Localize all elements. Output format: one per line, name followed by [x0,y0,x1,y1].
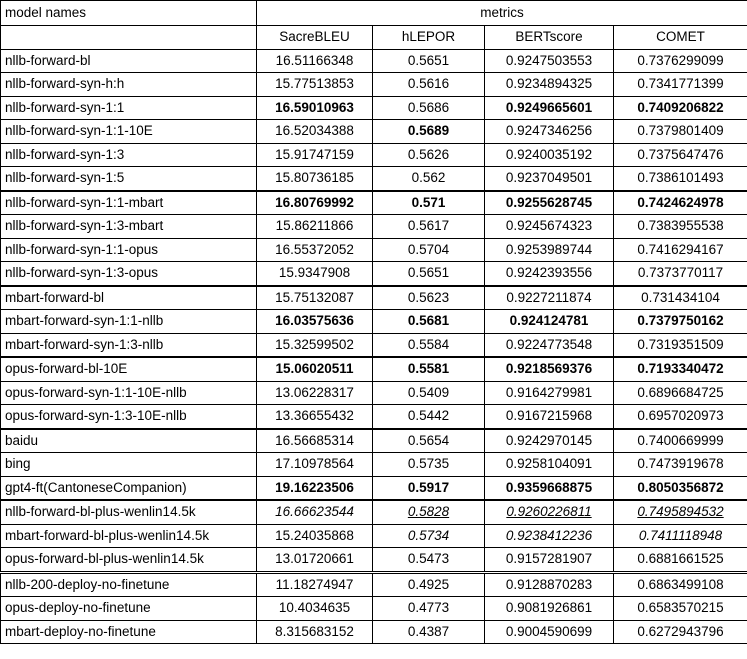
model-name-cell: opus-forward-syn-1:3-10E-nllb [1,405,257,429]
metrics-group-header: metrics [257,1,747,26]
model-name-cell: opus-deploy-no-finetune [1,597,257,621]
comet-cell: 0.7341771399 [614,73,747,97]
table-row [1,286,747,310]
model-names-header: model names [1,1,257,26]
bertscore-cell: 0.9167215968 [485,405,614,429]
bertscore-cell: 0.9260226811 [485,500,614,524]
bertscore-cell: 0.9249665601 [485,96,614,120]
model-name-cell: nllb-forward-syn-1:1-10E [1,120,257,144]
comet-cell: 0.7376299099 [614,49,747,73]
comet-cell: 0.6957020973 [614,405,747,429]
sacrebleu-cell: 16.80769992 [257,191,373,215]
comet-cell: 0.8050356872 [614,476,747,500]
bertscore-cell: 0.9359668875 [485,476,614,500]
table-row [1,215,747,239]
table-row [1,500,747,524]
comet-cell: 0.7400669999 [614,429,747,453]
table-row [1,73,747,97]
sacrebleu-cell: 16.52034388 [257,120,373,144]
hlepor-cell: 0.562 [373,167,485,191]
hlepor-cell: 0.5651 [373,262,485,286]
model-name-cell: nllb-forward-syn-h:h [1,73,257,97]
hlepor-cell: 0.5654 [373,429,485,453]
bertscore-cell: 0.9227211874 [485,286,614,310]
sacrebleu-cell: 15.77513853 [257,73,373,97]
hlepor-cell: 0.5626 [373,143,485,167]
hlepor-cell: 0.5409 [373,381,485,405]
sacrebleu-cell: 15.24035868 [257,524,373,548]
bertscore-cell: 0.9157281907 [485,548,614,573]
hlepor-cell: 0.5623 [373,286,485,310]
bertscore-cell: 0.924124781 [485,310,614,334]
sacrebleu-cell: 11.18274947 [257,572,373,597]
bertscore-cell: 0.9128870283 [485,572,614,597]
sacrebleu-cell: 10.4034635 [257,597,373,621]
bertscore-cell: 0.9164279981 [485,381,614,405]
bertscore-cell: 0.9234894325 [485,73,614,97]
hlepor-cell: 0.5617 [373,215,485,239]
comet-cell: 0.7409206822 [614,96,747,120]
model-name-cell: mbart-forward-syn-1:3-nllb [1,333,257,357]
hlepor-cell: 0.5581 [373,357,485,381]
sacrebleu-cell: 15.80736185 [257,167,373,191]
bertscore-cell: 0.9245674323 [485,215,614,239]
comet-cell: 0.7424624978 [614,191,747,215]
table-row [1,548,747,573]
table-row [1,620,747,644]
model-name-cell: nllb-forward-syn-1:3-opus [1,262,257,286]
sacrebleu-cell: 19.16223506 [257,476,373,500]
bertscore-cell: 0.9004590699 [485,620,614,644]
sacrebleu-cell: 16.51166348 [257,49,373,73]
bertscore-cell: 0.9242970145 [485,429,614,453]
hlepor-cell: 0.5681 [373,310,485,334]
sacrebleu-cell: 15.06020511 [257,357,373,381]
model-name-cell: nllb-forward-syn-1:1 [1,96,257,120]
model-name-cell: nllb-forward-bl [1,49,257,73]
model-name-cell: baidu [1,429,257,453]
model-name-cell: nllb-forward-bl-plus-wenlin14.5k [1,500,257,524]
bertscore-cell: 0.9218569376 [485,357,614,381]
table-row [1,191,747,215]
table-row [1,238,747,262]
hlepor-cell: 0.5616 [373,73,485,97]
sacrebleu-cell: 8.315683152 [257,620,373,644]
bertscore-cell: 0.9242393556 [485,262,614,286]
table-row [1,262,747,286]
sacrebleu-cell: 13.01720661 [257,548,373,573]
model-name-cell: mbart-forward-syn-1:1-nllb [1,310,257,334]
bertscore-cell: 0.9247346256 [485,120,614,144]
comet-cell: 0.6583570215 [614,597,747,621]
col-header-bertscore: BERTscore [485,26,614,50]
comet-cell: 0.7411118948 [614,524,747,548]
blank-header-cell [1,26,257,50]
model-name-cell: nllb-forward-syn-1:1-opus [1,238,257,262]
sacrebleu-cell: 15.9347908 [257,262,373,286]
sacrebleu-cell: 16.59010963 [257,96,373,120]
comet-cell: 0.6272943796 [614,620,747,644]
table-body [1,49,747,644]
table-row [1,453,747,477]
bertscore-cell: 0.9247503553 [485,49,614,73]
bertscore-cell: 0.9240035192 [485,143,614,167]
bertscore-cell: 0.9238412236 [485,524,614,548]
comet-cell: 0.7375647476 [614,143,747,167]
bertscore-cell: 0.9255628745 [485,191,614,215]
sacrebleu-cell: 16.56685314 [257,429,373,453]
model-name-cell: opus-forward-bl-10E [1,357,257,381]
comet-cell: 0.7473919678 [614,453,747,477]
hlepor-cell: 0.5442 [373,405,485,429]
model-name-cell: opus-forward-bl-plus-wenlin14.5k [1,548,257,573]
table-row [1,381,747,405]
hlepor-cell: 0.5704 [373,238,485,262]
hlepor-cell: 0.5651 [373,49,485,73]
col-header-hlepor: hLEPOR [373,26,485,50]
table-row [1,120,747,144]
comet-cell: 0.7379801409 [614,120,747,144]
comet-cell: 0.7386101493 [614,167,747,191]
table-row [1,143,747,167]
hlepor-cell: 0.5917 [373,476,485,500]
comet-cell: 0.7383955538 [614,215,747,239]
comet-cell: 0.6881661525 [614,548,747,573]
model-name-cell: nllb-forward-syn-1:3-mbart [1,215,257,239]
bertscore-cell: 0.9081926861 [485,597,614,621]
col-header-sacrebleu: SacreBLEU [257,26,373,50]
hlepor-cell: 0.5686 [373,96,485,120]
comet-cell: 0.731434104 [614,286,747,310]
hlepor-cell: 0.4925 [373,572,485,597]
table-row [1,96,747,120]
model-name-cell: gpt4-ft(CantoneseCompanion) [1,476,257,500]
model-name-cell: bing [1,453,257,477]
bertscore-cell: 0.9224773548 [485,333,614,357]
table-row [1,167,747,191]
bertscore-cell: 0.9253989744 [485,238,614,262]
table-row [1,405,747,429]
sacrebleu-cell: 15.91747159 [257,143,373,167]
hlepor-cell: 0.4773 [373,597,485,621]
model-name-cell: nllb-200-deploy-no-finetune [1,572,257,597]
comet-cell: 0.6896684725 [614,381,747,405]
model-name-cell: nllb-forward-syn-1:5 [1,167,257,191]
table-row [1,572,747,597]
sacrebleu-cell: 16.55372052 [257,238,373,262]
model-name-cell: opus-forward-syn-1:1-10E-nllb [1,381,257,405]
table-row [1,429,747,453]
model-name-cell: mbart-forward-bl-plus-wenlin14.5k [1,524,257,548]
sacrebleu-cell: 15.86211866 [257,215,373,239]
hlepor-cell: 0.571 [373,191,485,215]
model-name-cell: mbart-forward-bl [1,286,257,310]
bertscore-cell: 0.9258104091 [485,453,614,477]
col-header-comet: COMET [614,26,747,50]
hlepor-cell: 0.5584 [373,333,485,357]
comet-cell: 0.7495894532 [614,500,747,524]
sacrebleu-cell: 17.10978564 [257,453,373,477]
sacrebleu-cell: 15.32599502 [257,333,373,357]
model-name-cell: mbart-deploy-no-finetune [1,620,257,644]
hlepor-cell: 0.5473 [373,548,485,573]
comet-cell: 0.6863499108 [614,572,747,597]
hlepor-cell: 0.5735 [373,453,485,477]
table-row [1,49,747,73]
hlepor-cell: 0.4387 [373,620,485,644]
model-name-cell: nllb-forward-syn-1:3 [1,143,257,167]
table-row [1,597,747,621]
sacrebleu-cell: 13.36655432 [257,405,373,429]
bertscore-cell: 0.9237049501 [485,167,614,191]
hlepor-cell: 0.5828 [373,500,485,524]
comet-cell: 0.7379750162 [614,310,747,334]
table-row [1,357,747,381]
sacrebleu-cell: 15.75132087 [257,286,373,310]
sacrebleu-cell: 13.06228317 [257,381,373,405]
table-row [1,310,747,334]
table-row [1,524,747,548]
sacrebleu-cell: 16.03575636 [257,310,373,334]
comet-cell: 0.7319351509 [614,333,747,357]
comet-cell: 0.7416294167 [614,238,747,262]
table-row [1,476,747,500]
comet-cell: 0.7193340472 [614,357,747,381]
sacrebleu-cell: 16.66623544 [257,500,373,524]
table-row [1,333,747,357]
model-name-cell: nllb-forward-syn-1:1-mbart [1,191,257,215]
header-row-columns [1,26,747,50]
hlepor-cell: 0.5734 [373,524,485,548]
comet-cell: 0.7373770117 [614,262,747,286]
hlepor-cell: 0.5689 [373,120,485,144]
header-row-group [1,1,747,26]
